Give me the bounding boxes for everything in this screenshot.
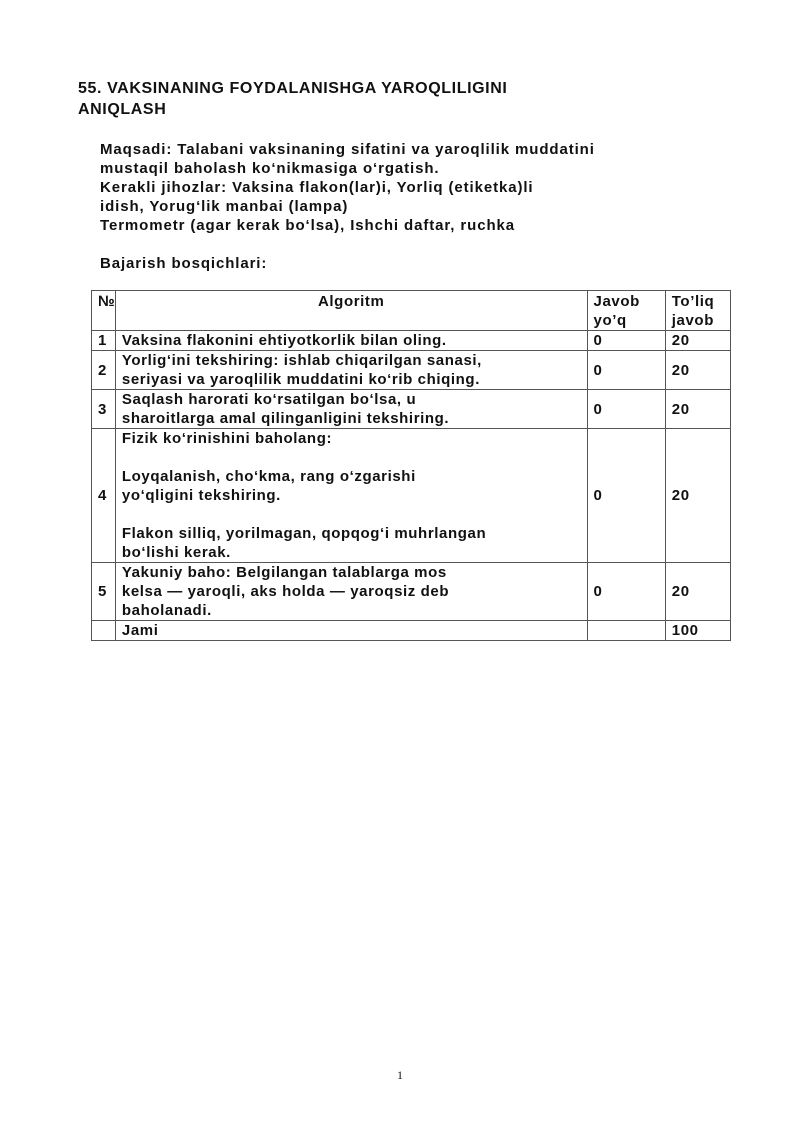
algorithm-table <box>91 290 731 641</box>
total-empty-cell <box>587 621 665 641</box>
intro-line: idish, Yorug‘lik manbai (lampa) <box>100 198 349 215</box>
row-number: 3 <box>92 390 116 429</box>
table-row <box>92 390 731 429</box>
table-total-row <box>92 621 731 641</box>
page-number: 1 <box>397 1068 403 1082</box>
table-row <box>92 429 731 563</box>
total-label: Jami <box>115 621 587 641</box>
row-answer: 0 <box>587 331 665 351</box>
header-algorithm: Algoritm <box>115 291 587 331</box>
row-answer: 0 <box>587 351 665 390</box>
steps-heading: Bajarish bosqichlari: <box>100 255 268 272</box>
row-step-text: Yorlig‘ini tekshiring: ishlab chiqarilgan sanasi, seriyasi va yaroqlilik muddatini ko‘rib chiqing. <box>115 351 587 390</box>
intro-line: Termometr (agar kerak bo‘lsa), Ishchi daftar, ruchka <box>100 217 515 234</box>
intro-line: mustaqil baholash ko‘nikmasiga o‘rgatish. <box>100 160 440 177</box>
intro-line: Maqsadi: Talabani vaksinaning sifatini va yaroqlilik muddatini <box>100 141 595 158</box>
row-number: 5 <box>92 563 116 621</box>
header-number: № <box>92 291 116 331</box>
row-full-answer: 20 <box>665 429 730 563</box>
page-title <box>78 78 678 120</box>
row-full-answer: 20 <box>665 351 730 390</box>
row-full-answer: 20 <box>665 390 730 429</box>
table-row <box>92 351 731 390</box>
row-answer: 0 <box>587 563 665 621</box>
total-value: 100 <box>665 621 730 641</box>
header-answer: Javob yo’q <box>587 291 665 331</box>
title-line-1: 55. VAKSINANING FOYDALANISHGA YAROQLILIGINI <box>78 80 508 97</box>
title-line-2: ANIQLASH <box>78 101 167 118</box>
table-row <box>92 563 731 621</box>
row-number: 1 <box>92 331 116 351</box>
intro-line: Kerakli jihozlar: Vaksina flakon(lar)i, Yorliq (etiketka)li <box>100 179 534 196</box>
row-number: 4 <box>92 429 116 563</box>
row-step-text: Yakuniy baho: Belgilangan talablarga mos kelsa — yaroqli, aks holda — yaroqsiz deb baholanadi. <box>115 563 587 621</box>
row-answer: 0 <box>587 390 665 429</box>
row-full-answer: 20 <box>665 331 730 351</box>
row-full-answer: 20 <box>665 563 730 621</box>
row-step-text: Vaksina flakonini ehtiyotkorlik bilan oling. <box>115 331 587 351</box>
table-header-row <box>92 291 731 331</box>
header-full-answer: To’liq javob <box>665 291 730 331</box>
row-step-text: Fizik ko‘rinishini baholang: Loyqalanish, cho‘kma, rang o‘zgarishi yo‘qligini tekshiring. Flakon silliq, yorilmagan, qopqog‘i muhrlangan bo‘lishi kerak. <box>115 429 587 563</box>
intro-block <box>100 140 740 235</box>
row-step-text: Saqlash harorati ko‘rsatilgan bo‘lsa, u sharoitlarga amal qilinganligini tekshiring. <box>115 390 587 429</box>
row-number: 2 <box>92 351 116 390</box>
row-answer: 0 <box>587 429 665 563</box>
table-row <box>92 331 731 351</box>
total-empty-cell <box>92 621 116 641</box>
